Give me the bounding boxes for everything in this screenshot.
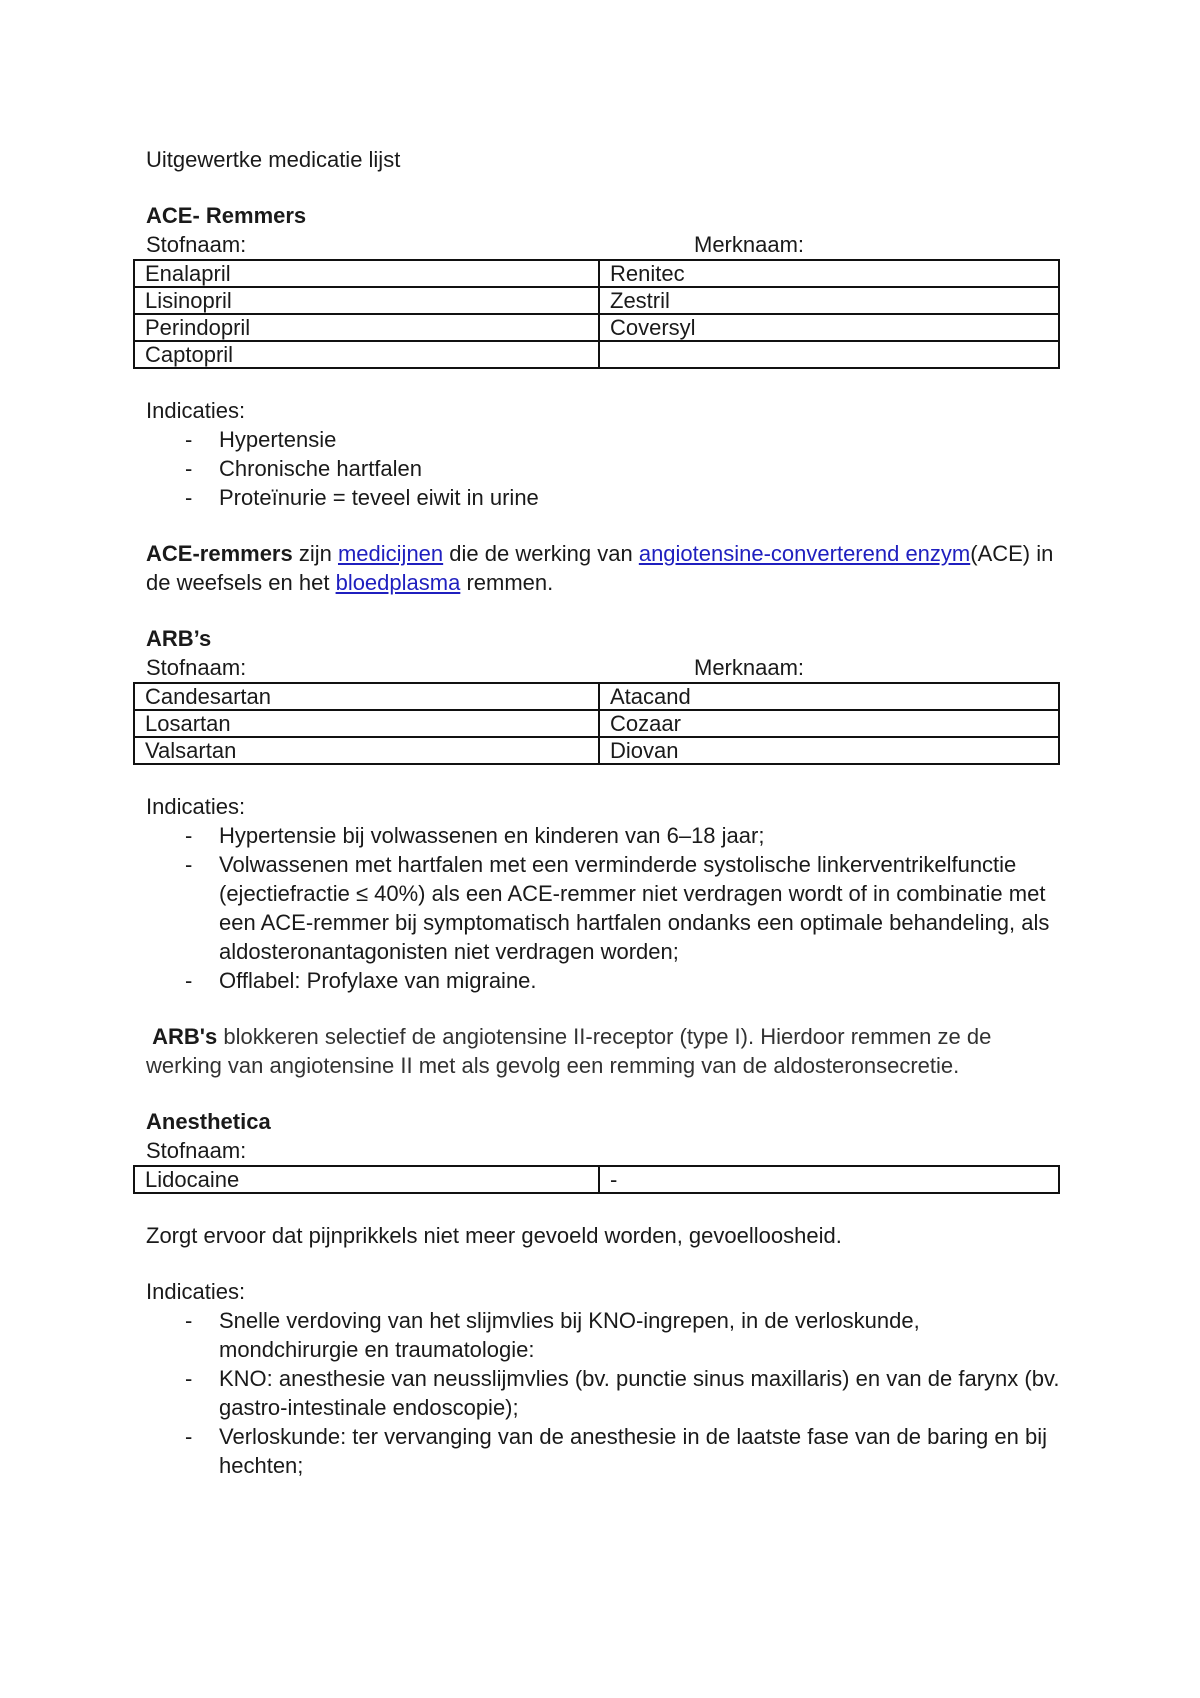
stofnaam-cell: Losartan [134, 710, 599, 737]
description-text: zijn [292, 541, 338, 566]
section-heading-ace: ACE- Remmers [146, 203, 307, 228]
ace-description [146, 539, 1061, 597]
stofnaam-cell: Valsartan [134, 737, 599, 764]
description-text: (ACE) in de weefsels en het [146, 541, 1054, 595]
column-header-merknaam: Merknaam: [694, 655, 805, 680]
arb-description-bold: ARB's [152, 1024, 218, 1049]
stofnaam-cell: Perindopril [134, 314, 599, 341]
column-headers-arb [146, 653, 1061, 682]
list-item: - Proteïnurie = teveel eiwit in urine [146, 483, 1061, 512]
arb-medication-table [133, 682, 1060, 765]
column-headers-anesthetica [146, 1136, 1061, 1165]
merknaam-cell: - [599, 1166, 1059, 1193]
ace-medication-table [133, 259, 1060, 369]
list-item: - KNO: anesthesie van neusslijmvlies (bv. punctie sinus maxillaris) en van de farynx (bv. gastro-intestinale endoscopie); [146, 1364, 1061, 1422]
column-header-merknaam: Merknaam: [694, 232, 805, 257]
column-header-stofnaam: Stofnaam: [146, 655, 247, 680]
merknaam-cell [599, 341, 1059, 368]
section-heading-anesthetica: Anesthetica [146, 1109, 271, 1134]
table-row [134, 683, 1059, 710]
list-item: - Hypertensie [146, 425, 1061, 454]
stofnaam-cell: Enalapril [134, 260, 599, 287]
merknaam-cell: Diovan [599, 737, 1059, 764]
anesthetica-indications-list [146, 1306, 1061, 1480]
merknaam-cell: Coversyl [599, 314, 1059, 341]
indications-label: Indicaties: [146, 794, 246, 819]
table-row [134, 341, 1059, 368]
table-row [134, 314, 1059, 341]
ace-description-bold: ACE-remmers [146, 541, 293, 566]
list-item: - Snelle verdoving van het slijmvlies bij KNO-ingrepen, in de verloskunde, mondchirurgie en traumatologie: [146, 1306, 1061, 1364]
stofnaam-cell: Candesartan [134, 683, 599, 710]
list-item: - Hypertensie bij volwassenen en kinderen van 6–18 jaar; [146, 821, 1061, 850]
description-text: remmen. [460, 570, 554, 595]
list-item: - Volwassenen met hartfalen met een verminderde systolische linkerventrikelfunctie (ejectiefractie ≤ 40%) als een ACE-remmer niet verdragen wordt of in combinatie met een ACE-remmer bij symptomatisch hartfalen ondanks een optimale behandeling, als aldosteronantagonisten niet verdragen worden; [146, 850, 1061, 966]
list-item: - Offlabel: Profylaxe van migraine. [146, 966, 1061, 995]
indications-label: Indicaties: [146, 1279, 246, 1304]
indications-label: Indicaties: [146, 398, 246, 423]
table-row [134, 260, 1059, 287]
table-row [134, 710, 1059, 737]
anesthetica-effect: Zorgt ervoor dat pijnprikkels niet meer gevoeld worden, gevoelloosheid. [146, 1223, 842, 1248]
merknaam-cell: Renitec [599, 260, 1059, 287]
section-heading-arb: ARB’s [146, 626, 212, 651]
link-angiotensine-converterend-enzym[interactable]: angiotensine-converterend enzym [638, 541, 971, 566]
section-anesthetica [146, 1107, 1061, 1480]
column-header-stofnaam: Stofnaam: [146, 232, 247, 257]
stofnaam-cell: Lisinopril [134, 287, 599, 314]
section-arbs [146, 624, 1061, 1080]
arb-description [146, 1022, 1061, 1080]
anesthetica-medication-table [133, 1165, 1060, 1194]
link-bloedplasma[interactable]: bloedplasma [335, 570, 461, 595]
link-medicijnen[interactable]: medicijnen [337, 541, 444, 566]
list-item: - Chronische hartfalen [146, 454, 1061, 483]
stofnaam-cell: Captopril [134, 341, 599, 368]
column-header-stofnaam: Stofnaam: [146, 1138, 247, 1163]
table-row [134, 737, 1059, 764]
stofnaam-cell: Lidocaine [134, 1166, 599, 1193]
merknaam-cell: Cozaar [599, 710, 1059, 737]
arb-indications-list [146, 821, 1061, 995]
document-title: Uitgewertke medicatie lijst [146, 147, 401, 172]
list-item: - Verloskunde: ter vervanging van de anesthesie in de laatste fase van de baring en bij hechten; [146, 1422, 1061, 1480]
column-headers-ace [146, 230, 1061, 259]
ace-indications-list [146, 425, 1061, 512]
table-row [134, 287, 1059, 314]
table-row [134, 1166, 1059, 1193]
merknaam-cell: Atacand [599, 683, 1059, 710]
merknaam-cell: Zestril [599, 287, 1059, 314]
document-content [146, 145, 1061, 1507]
section-ace-remmers [146, 201, 1061, 597]
description-text: blokkeren selectief de angiotensine II-receptor (type I). Hierdoor remmen ze de werking van angiotensine II met als gevolg een remming van de aldosteronsecretie. [146, 1024, 992, 1078]
description-text: die de werking van [443, 541, 639, 566]
